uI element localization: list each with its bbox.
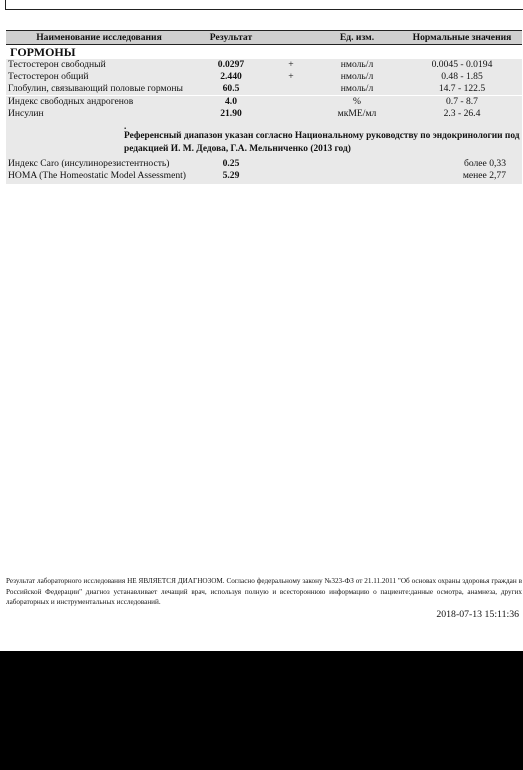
test-result: 0.0297	[192, 59, 270, 71]
table-row	[6, 96, 522, 108]
test-result: 5.29	[192, 170, 270, 182]
abnormal-flag	[270, 96, 312, 108]
test-unit: нмоль/л	[312, 59, 402, 71]
test-result: 4.0	[192, 96, 270, 108]
test-norm: более 0,33	[402, 158, 522, 170]
test-norm: 0.7 - 8.7	[402, 96, 522, 108]
test-name: Инсулин	[6, 108, 192, 120]
abnormal-flag: +	[270, 59, 312, 71]
lab-report	[6, 30, 522, 184]
disclaimer-text: Результат лабораторного исследования НЕ ЯВЛЯЕТСЯ ДИАГНОЗОМ. Согласно федеральному закону №323-ФЗ от 21.11.2011 "Об основах охраны здоровья граждан в Российской Федерации" диагноз устанавливает лечащий врач, используя полную и всестороннюю информацию о пациенте:данные осмотра, анамнеза, других лабораторных и инструментальных исследований.	[6, 577, 522, 606]
test-unit	[312, 170, 402, 182]
top-frame-line	[5, 0, 523, 10]
abnormal-flag	[270, 170, 312, 182]
group-row	[6, 45, 522, 60]
abnormal-flag	[270, 158, 312, 170]
col-header-result: Результат	[192, 31, 270, 45]
test-unit: %	[312, 96, 402, 108]
results-table	[6, 30, 522, 184]
test-name: Индекс свободных андрогенов	[6, 96, 192, 108]
test-norm: 14.7 - 122.5	[402, 83, 522, 95]
reference-note-row	[6, 120, 522, 158]
abnormal-flag	[270, 108, 312, 120]
test-unit: нмоль/л	[312, 83, 402, 95]
col-header-name: Наименование исследования	[6, 31, 192, 45]
test-name: Тестостерон общий	[6, 71, 192, 83]
test-name: Глобулин, связывающий половые гормоны	[6, 83, 192, 95]
test-norm: менее 2,77	[402, 170, 522, 182]
test-name: HOMA (The Homeostatic Model Assessment)	[6, 170, 192, 182]
table-row	[6, 158, 522, 170]
col-header-norm: Нормальные значения	[402, 31, 522, 45]
table-row	[6, 71, 522, 83]
test-unit: мкМЕ/мл	[312, 108, 402, 120]
col-header-unit: Ед. изм.	[312, 31, 402, 45]
table-row	[6, 108, 522, 120]
table-row	[6, 83, 522, 95]
test-name: Индекс Caro (инсулинорезистентность)	[6, 158, 192, 170]
test-unit: нмоль/л	[312, 71, 402, 83]
group-title: ГОРМОНЫ	[6, 45, 522, 60]
note-dot: .	[124, 122, 127, 132]
test-result: 21.90	[192, 108, 270, 120]
test-result: 2.440	[192, 71, 270, 83]
black-bottom-area	[0, 651, 523, 770]
test-unit	[312, 158, 402, 170]
test-name: Тестостерон свободный	[6, 59, 192, 71]
abnormal-flag: +	[270, 71, 312, 83]
test-norm: 0.48 - 1.85	[402, 71, 522, 83]
table-row	[6, 59, 522, 71]
report-datetime: 2018-07-13 15:11:36	[436, 609, 519, 620]
table-row	[6, 170, 522, 182]
abnormal-flag	[270, 83, 312, 95]
table-header	[6, 31, 522, 45]
test-norm: 0.0045 - 0.0194	[402, 59, 522, 71]
test-norm: 2.3 - 26.4	[402, 108, 522, 120]
test-result: 0.25	[192, 158, 270, 170]
reference-note: Референсный диапазон указан согласно Национальному руководству по эндокринологии под редакцией И. М. Дедова, Г.А. Мельниченко (2013 год)	[124, 131, 520, 154]
test-result: 60.5	[192, 83, 270, 95]
